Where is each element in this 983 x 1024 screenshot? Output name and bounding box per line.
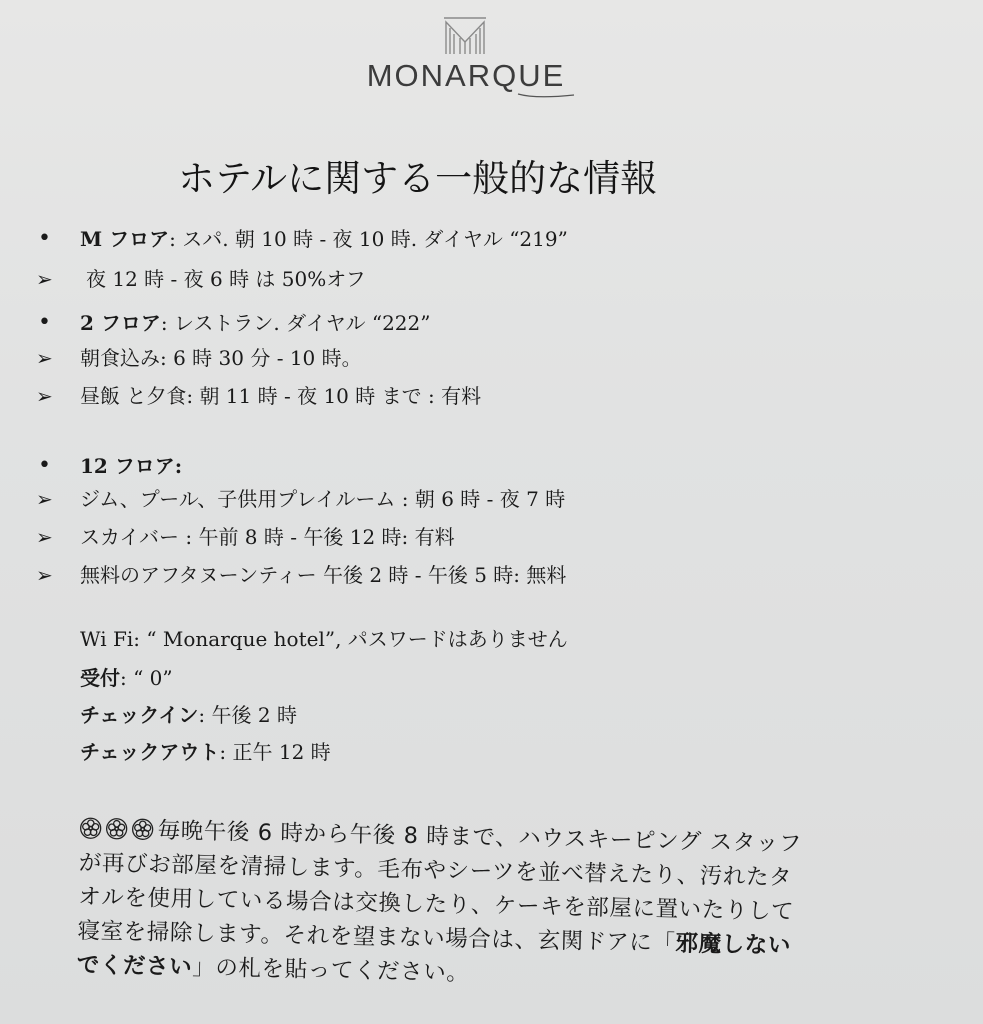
housekeeping-paragraph bbox=[76, 812, 959, 1000]
page-title: ホテルに関する一般的な情報 bbox=[178, 157, 658, 200]
floor-12-sub-1: ジム、プール、子供用プレイルーム : 朝 6 時 - 夜 7 時 bbox=[80, 487, 566, 511]
floor-m-sub-1: 夜 12 時 - 夜 6 時 は 50%オフ bbox=[86, 267, 366, 291]
floor-m-line bbox=[80, 226, 568, 252]
checkout-value: : 正午 12 時 bbox=[219, 740, 331, 764]
flower-icon bbox=[131, 816, 153, 838]
do-not-disturb-text-a: 邪魔しない bbox=[675, 930, 792, 959]
housekeeping-text-1: 毎晩午後 6 時から午後 8 時まで、ハウスキーピング スタッフ bbox=[157, 817, 803, 858]
floor-m-info: : スパ. 朝 10 時 - 夜 10 時. ダイヤル “219” bbox=[169, 227, 568, 251]
housekeeping-text-4: 寝室を掃除します。それを望まない場合は、玄関ドアに「 bbox=[77, 917, 676, 957]
floor-2-sub-1: 朝食込み: 6 時 30 分 - 10 時。 bbox=[80, 346, 362, 370]
reception-info bbox=[80, 665, 173, 691]
flower-icon bbox=[105, 816, 127, 838]
reception-value: : “ 0” bbox=[120, 666, 173, 690]
checkout-info bbox=[80, 739, 331, 765]
logo-swash bbox=[516, 92, 576, 98]
monarque-logo-text: MONARQUE bbox=[348, 58, 584, 94]
bullet-marker: • bbox=[38, 310, 51, 335]
monarque-logo-mark bbox=[440, 16, 490, 56]
housekeeping-text-5: 」の札を貼ってください。 bbox=[192, 954, 470, 987]
arrow-marker: ➢ bbox=[36, 563, 53, 587]
checkin-info bbox=[80, 702, 297, 728]
floor-2-label: 2 フロア bbox=[80, 311, 161, 335]
floor-2-sub-2: 昼飯 と夕食: 朝 11 時 - 夜 10 時 まで : 有料 bbox=[80, 384, 482, 408]
flower-icon bbox=[79, 815, 101, 837]
floor-2-info: : レストラン. ダイヤル “222” bbox=[160, 311, 431, 335]
housekeeping-line-2: が再びお部屋を清掃します。毛布やシーツを並べ替えたり、汚れたタ bbox=[78, 849, 793, 891]
arrow-marker: ➢ bbox=[36, 267, 53, 291]
reception-label: 受付 bbox=[80, 666, 120, 690]
arrow-marker: ➢ bbox=[36, 487, 53, 511]
bullet-marker: • bbox=[38, 226, 51, 251]
do-not-disturb-text-b: でください bbox=[76, 951, 193, 981]
arrow-marker: ➢ bbox=[36, 346, 53, 370]
floor-2-line bbox=[80, 310, 430, 336]
arrow-marker: ➢ bbox=[36, 384, 53, 408]
wifi-info: Wi Fi: “ Monarque hotel”, パスワードはありません bbox=[80, 627, 568, 651]
arrow-marker: ➢ bbox=[36, 525, 53, 549]
checkin-value: : 午後 2 時 bbox=[198, 703, 297, 727]
bullet-marker: • bbox=[38, 453, 51, 478]
floor-12-sub-2: スカイバー : 午前 8 時 - 午後 12 時: 有料 bbox=[80, 525, 455, 549]
checkout-label: チェックアウト bbox=[80, 740, 220, 764]
floor-m-label: M フロア bbox=[80, 227, 170, 251]
floor-12-sub-3: 無料のアフタヌーンティー 午後 2 時 - 午後 5 時: 無料 bbox=[80, 563, 567, 587]
floor-12-label: 12 フロア: bbox=[80, 454, 183, 478]
housekeeping-line-3: オルを使用している場合は交換したり、ケーキを部屋に置いたりして bbox=[77, 883, 795, 925]
checkin-label: チェックイン bbox=[80, 703, 199, 727]
